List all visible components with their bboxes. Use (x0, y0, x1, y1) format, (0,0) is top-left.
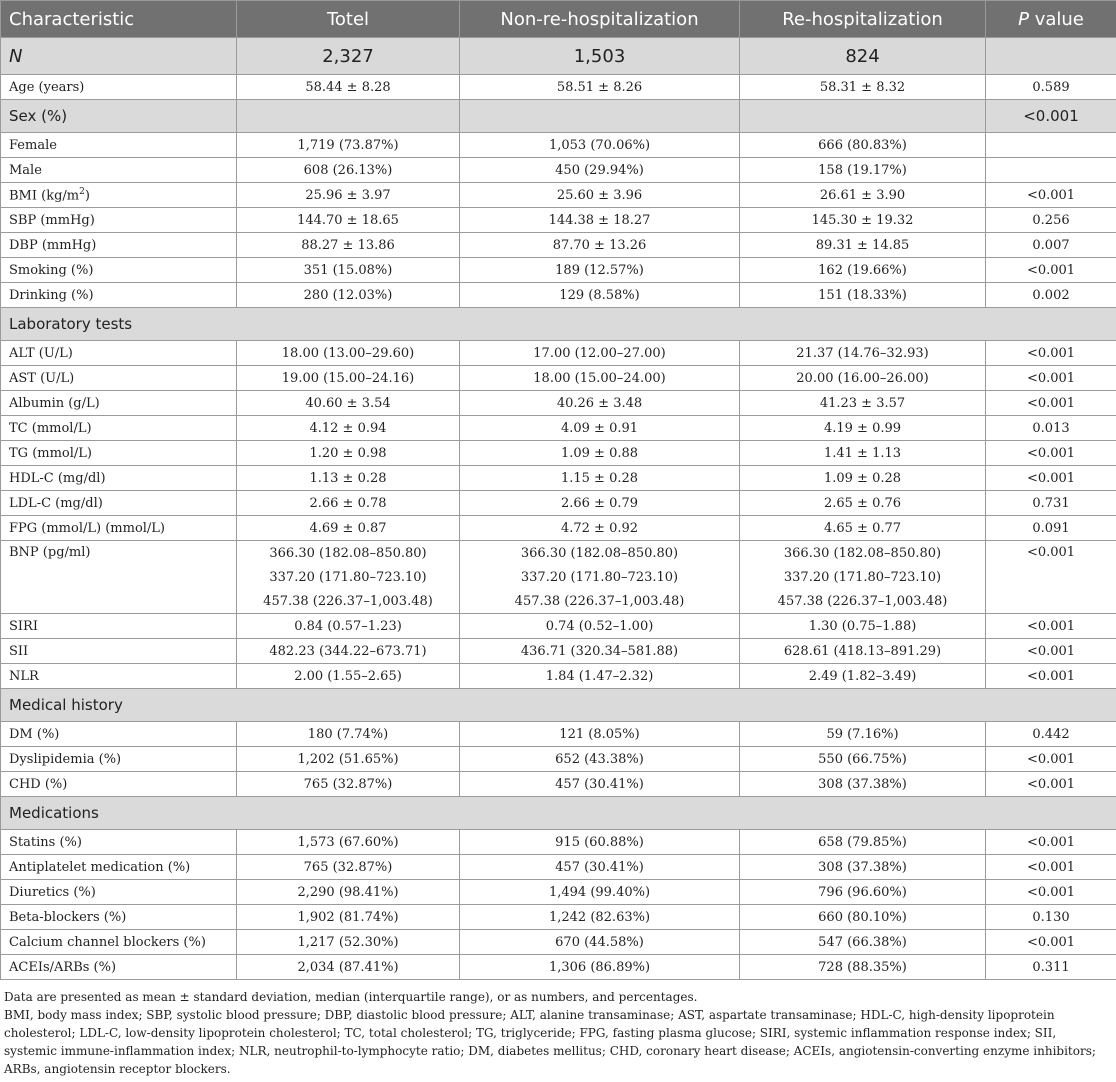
header-rehosp: Re-hospitalization (740, 1, 986, 38)
table-footnotes (0, 980, 1116, 1078)
cell-rehosp: 4.65 ± 0.77 (740, 516, 986, 541)
cell-p: 0.256 (986, 208, 1116, 233)
table-row (1, 416, 1116, 441)
cell-p: <0.001 (986, 341, 1116, 366)
footnote-data-presentation: Data are presented as mean ± standard deviation, median (interquartile range), or as numbers, and percentages. (4, 990, 698, 1004)
cell-p (986, 133, 1116, 158)
cell-total: 19.00 (15.00–24.16) (237, 366, 460, 391)
cell-rehosp: 796 (96.60%) (740, 880, 986, 905)
cell-rehosp: 628.61 (418.13–891.29) (740, 639, 986, 664)
cell-total: 1,902 (81.74%) (237, 905, 460, 930)
cell-total: 482.23 (344.22–673.71) (237, 639, 460, 664)
n-label: N (1, 38, 237, 75)
row-label: Smoking (%) (1, 258, 237, 283)
cell-total: 40.60 ± 3.54 (237, 391, 460, 416)
cell-total: 1.13 ± 0.28 (237, 466, 460, 491)
cell-p: <0.001 (986, 639, 1116, 664)
cell-rehosp: 1.41 ± 1.13 (740, 441, 986, 466)
cell-p: 0.002 (986, 283, 1116, 308)
cell-rehosp: 59 (7.16%) (740, 722, 986, 747)
cell-total: 765 (32.87%) (237, 772, 460, 797)
cell-p: 0.091 (986, 516, 1116, 541)
cell-rehosp: 2.65 ± 0.76 (740, 491, 986, 516)
cell-rehosp: 366.30 (182.08–850.80) (740, 541, 986, 566)
cell-total: 88.27 ± 13.86 (237, 233, 460, 258)
header-p-value (986, 1, 1116, 38)
row-label: ACEIs/ARBs (%) (1, 955, 237, 980)
table-row (1, 208, 1116, 233)
table-row (1, 880, 1116, 905)
cell-non-rehosp: 40.26 ± 3.48 (460, 391, 740, 416)
section-row (1, 689, 1116, 722)
table-row (1, 955, 1116, 980)
cell-non-rehosp: 1.09 ± 0.88 (460, 441, 740, 466)
cell-p: <0.001 (986, 614, 1116, 639)
cell-p: <0.001 (986, 258, 1116, 283)
table-row (1, 341, 1116, 366)
rows-history (1, 722, 1116, 797)
table-row (1, 466, 1116, 491)
header-row (1, 1, 1116, 38)
section-row (1, 797, 1116, 830)
cell-total: 1.20 ± 0.98 (237, 441, 460, 466)
table-row (1, 158, 1116, 183)
cell-p: <0.001 (986, 366, 1116, 391)
cell-rehosp: 41.23 ± 3.57 (740, 391, 986, 416)
cell-rehosp: 308 (37.38%) (740, 772, 986, 797)
cell-non-rehosp: 144.38 ± 18.27 (460, 208, 740, 233)
cell-non-rehosp: 1.84 (1.47–2.32) (460, 664, 740, 689)
cell-non-rehosp: 670 (44.58%) (460, 930, 740, 955)
cell-p: <0.001 (986, 855, 1116, 880)
cell-p: <0.001 (986, 830, 1116, 855)
cell-total: 144.70 ± 18.65 (237, 208, 460, 233)
row-label: BNP (pg/ml) (1, 541, 237, 614)
cell-non-rehosp: 915 (60.88%) (460, 830, 740, 855)
cell-total: 765 (32.87%) (237, 855, 460, 880)
row-label: Dyslipidemia (%) (1, 747, 237, 772)
row-label: NLR (1, 664, 237, 689)
row-label: SIRI (1, 614, 237, 639)
cell-rehosp: 728 (88.35%) (740, 955, 986, 980)
row-label: Beta-blockers (%) (1, 905, 237, 930)
cell-total: 457.38 (226.37–1,003.48) (237, 589, 460, 614)
row-label: Antiplatelet medication (%) (1, 855, 237, 880)
row-label: LDL-C (mg/dl) (1, 491, 237, 516)
cell-p: <0.001 (986, 466, 1116, 491)
cell-rehosp: 337.20 (171.80–723.10) (740, 565, 986, 589)
cell-total: 25.96 ± 3.97 (237, 183, 460, 208)
cell-total: 180 (7.74%) (237, 722, 460, 747)
cell-p: 0.007 (986, 233, 1116, 258)
cell-total: 58.44 ± 8.28 (237, 75, 460, 100)
cell-non-rehosp: 18.00 (15.00–24.00) (460, 366, 740, 391)
cell-non-rehosp: 1,053 (70.06%) (460, 133, 740, 158)
table-row (1, 233, 1116, 258)
header-p-rest: value (1028, 8, 1084, 30)
header-total: Totel (237, 1, 460, 38)
row-label: Statins (%) (1, 830, 237, 855)
cell-rehosp: 89.31 ± 14.85 (740, 233, 986, 258)
bmi-sup: 2 (79, 186, 85, 197)
table-row (1, 283, 1116, 308)
cell-non-rehosp: 2.66 ± 0.79 (460, 491, 740, 516)
cell-p: <0.001 (986, 772, 1116, 797)
cell-total: 608 (26.13%) (237, 158, 460, 183)
cell-non-rehosp: 1,306 (86.89%) (460, 955, 740, 980)
cell-non-rehosp: 1,242 (82.63%) (460, 905, 740, 930)
cell-p: 0.311 (986, 955, 1116, 980)
table-row (1, 516, 1116, 541)
header-non-rehosp: Non-re-hospitalization (460, 1, 740, 38)
n-row (1, 38, 1116, 75)
rows-lab (1, 341, 1116, 541)
cell-p: 0.013 (986, 416, 1116, 441)
cell-non-rehosp: 58.51 ± 8.26 (460, 75, 740, 100)
section-row (1, 308, 1116, 341)
table-row (1, 639, 1116, 664)
table-row (1, 855, 1116, 880)
cell-rehosp: 21.37 (14.76–32.93) (740, 341, 986, 366)
cell-total: 2,290 (98.41%) (237, 880, 460, 905)
n-total: 2,327 (237, 38, 460, 75)
section-laboratory-tests: Laboratory tests (1, 308, 1116, 341)
cell-total: 2.66 ± 0.78 (237, 491, 460, 516)
row-label: Albumin (g/L) (1, 391, 237, 416)
cell-rehosp: 4.19 ± 0.99 (740, 416, 986, 441)
cell-non-rehosp: 189 (12.57%) (460, 258, 740, 283)
cell-rehosp: 658 (79.85%) (740, 830, 986, 855)
sex-p: <0.001 (986, 100, 1116, 133)
row-label (1, 183, 237, 208)
row-label: Diuretics (%) (1, 880, 237, 905)
cell-rehosp: 26.61 ± 3.90 (740, 183, 986, 208)
cell-rehosp: 20.00 (16.00–26.00) (740, 366, 986, 391)
table-row (1, 614, 1116, 639)
cell-p: <0.001 (986, 391, 1116, 416)
row-label: ALT (U/L) (1, 341, 237, 366)
cell-non-rehosp: 121 (8.05%) (460, 722, 740, 747)
cell-non-rehosp: 337.20 (171.80–723.10) (460, 565, 740, 589)
cell-p: 0.442 (986, 722, 1116, 747)
cell-total: 351 (15.08%) (237, 258, 460, 283)
row-label: SII (1, 639, 237, 664)
cell-non-rehosp: 129 (8.58%) (460, 283, 740, 308)
cell-non-rehosp: 87.70 ± 13.26 (460, 233, 740, 258)
cell-rehosp: 162 (19.66%) (740, 258, 986, 283)
row-label: CHD (%) (1, 772, 237, 797)
table-row (1, 722, 1116, 747)
sex-header-row (1, 100, 1116, 133)
cell-rehosp: 457.38 (226.37–1,003.48) (740, 589, 986, 614)
cell-total: 4.69 ± 0.87 (237, 516, 460, 541)
section-medical-history: Medical history (1, 689, 1116, 722)
row-label: FPG (mmol/L) (mmol/L) (1, 516, 237, 541)
table-row (1, 930, 1116, 955)
cell-total: 1,719 (73.87%) (237, 133, 460, 158)
row-label: TG (mmol/L) (1, 441, 237, 466)
cell-rehosp: 1.09 ± 0.28 (740, 466, 986, 491)
table-row (1, 905, 1116, 930)
cell-total: 1,202 (51.65%) (237, 747, 460, 772)
cell-rehosp: 1.30 (0.75–1.88) (740, 614, 986, 639)
cell-p: <0.001 (986, 183, 1116, 208)
table-row (1, 75, 1116, 100)
row-label: AST (U/L) (1, 366, 237, 391)
bmi-label-end: ) (84, 188, 90, 204)
cell-non-rehosp: 450 (29.94%) (460, 158, 740, 183)
cell-rehosp: 151 (18.33%) (740, 283, 986, 308)
cell-non-rehosp: 17.00 (12.00–27.00) (460, 341, 740, 366)
row-label: TC (mmol/L) (1, 416, 237, 441)
row-label: Age (years) (1, 75, 237, 100)
n-rehosp: 824 (740, 38, 986, 75)
section-medications: Medications (1, 797, 1116, 830)
row-label: Male (1, 158, 237, 183)
cell-total: 366.30 (182.08–850.80) (237, 541, 460, 566)
cell-rehosp: 550 (66.75%) (740, 747, 986, 772)
cell-non-rehosp: 25.60 ± 3.96 (460, 183, 740, 208)
cell-rehosp: 308 (37.38%) (740, 855, 986, 880)
cell-total: 2.00 (1.55–2.65) (237, 664, 460, 689)
cell-non-rehosp: 457.38 (226.37–1,003.48) (460, 589, 740, 614)
cell-p: <0.001 (986, 747, 1116, 772)
cell-rehosp: 660 (80.10%) (740, 905, 986, 930)
cell-p (986, 158, 1116, 183)
header-characteristic: Characteristic (1, 1, 237, 38)
rows-inflammation (1, 614, 1116, 689)
cell-p: 0.731 (986, 491, 1116, 516)
cell-rehosp: 158 (19.17%) (740, 158, 986, 183)
sex-label: Sex (%) (1, 100, 237, 133)
cell-total: 4.12 ± 0.94 (237, 416, 460, 441)
cell-non-rehosp: 0.74 (0.52–1.00) (460, 614, 740, 639)
cell-rehosp: 58.31 ± 8.32 (740, 75, 986, 100)
cell-total: 0.84 (0.57–1.23) (237, 614, 460, 639)
cell-total: 18.00 (13.00–29.60) (237, 341, 460, 366)
table-row (1, 183, 1116, 208)
table-row (1, 391, 1116, 416)
cell-p: <0.001 (986, 441, 1116, 466)
table-row (1, 664, 1116, 689)
cell-rehosp: 2.49 (1.82–3.49) (740, 664, 986, 689)
row-label: Female (1, 133, 237, 158)
cell-non-rehosp: 4.09 ± 0.91 (460, 416, 740, 441)
rows-medications (1, 830, 1116, 980)
row-label: HDL-C (mg/dl) (1, 466, 237, 491)
cell-non-rehosp: 4.72 ± 0.92 (460, 516, 740, 541)
cell-non-rehosp: 1.15 ± 0.28 (460, 466, 740, 491)
rows-sex (1, 133, 1116, 183)
cell-total: 1,217 (52.30%) (237, 930, 460, 955)
bmi-label: BMI (kg/m (9, 188, 80, 204)
cell-rehosp: 547 (66.38%) (740, 930, 986, 955)
table-row (1, 491, 1116, 516)
table-row (1, 258, 1116, 283)
header-p-italic: P (1018, 8, 1029, 30)
row-label: Drinking (%) (1, 283, 237, 308)
table-row (1, 133, 1116, 158)
rows-vitals (1, 208, 1116, 308)
cell-non-rehosp: 457 (30.41%) (460, 772, 740, 797)
cell-p: <0.001 (986, 880, 1116, 905)
footnote-abbreviations: BMI, body mass index; SBP, systolic blood pressure; DBP, diastolic blood pressure; ALT, alanine transaminase; AST, aspartate transaminase; HDL-C, high-density lipoprotein cholesterol; LDL-C, low-density lipoprotein cholesterol; TC, total cholesterol; TG, triglyceride; FPG, fasting plasma glucose; SIRI, systemic inflammation response index; SII, systemic immune-inflammation index; NLR, neutrophil-to-lymphocyte ratio; DM, diabetes mellitus; CHD, coronary heart disease; ACEIs, angiotensin-converting enzyme inhibitors; ARBs, angiotensin receptor blockers. (4, 1008, 1096, 1076)
cell-non-rehosp: 457 (30.41%) (460, 855, 740, 880)
table-row (1, 747, 1116, 772)
row-label: SBP (mmHg) (1, 208, 237, 233)
table-row (1, 441, 1116, 466)
cell-non-rehosp: 436.71 (320.34–581.88) (460, 639, 740, 664)
cell-total: 2,034 (87.41%) (237, 955, 460, 980)
cell-non-rehosp: 652 (43.38%) (460, 747, 740, 772)
table-row (1, 366, 1116, 391)
n-p (986, 38, 1116, 75)
cell-total: 1,573 (67.60%) (237, 830, 460, 855)
cell-total: 280 (12.03%) (237, 283, 460, 308)
row-label: DBP (mmHg) (1, 233, 237, 258)
n-non-rehosp: 1,503 (460, 38, 740, 75)
cell-p: <0.001 (986, 930, 1116, 955)
cell-non-rehosp: 366.30 (182.08–850.80) (460, 541, 740, 566)
cell-p: 0.589 (986, 75, 1116, 100)
cell-total: 337.20 (171.80–723.10) (237, 565, 460, 589)
cell-p: 0.130 (986, 905, 1116, 930)
table-row (1, 830, 1116, 855)
cell-p: <0.001 (986, 541, 1116, 614)
table-row (1, 772, 1116, 797)
row-label: DM (%) (1, 722, 237, 747)
cell-rehosp: 666 (80.83%) (740, 133, 986, 158)
cell-p: <0.001 (986, 664, 1116, 689)
row-label: Calcium channel blockers (%) (1, 930, 237, 955)
bnp-row-1 (1, 541, 1116, 566)
cell-rehosp: 145.30 ± 19.32 (740, 208, 986, 233)
cell-non-rehosp: 1,494 (99.40%) (460, 880, 740, 905)
